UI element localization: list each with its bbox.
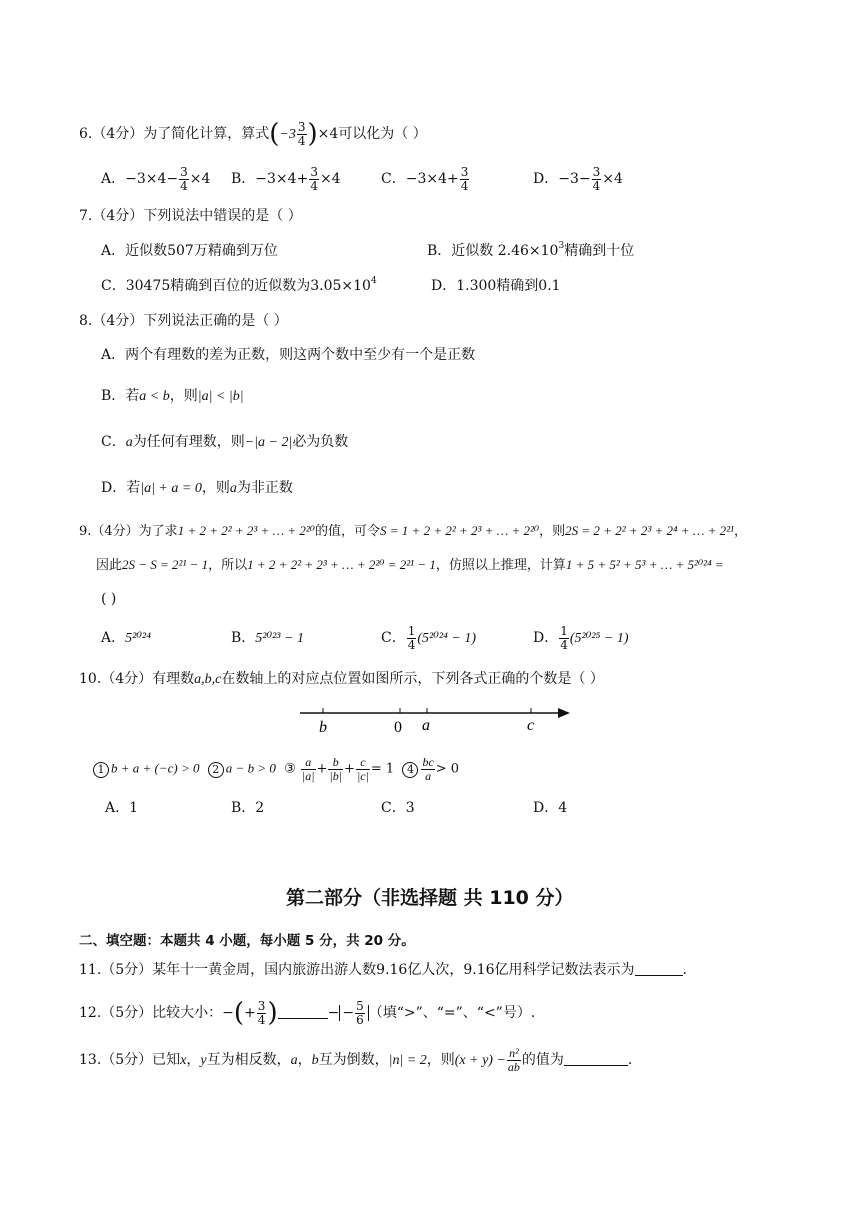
q6-option-c[interactable]: C．−3×4+ $\frac{3}{4}$: [381, 165, 469, 193]
question-10-stem: 10.（4分）有理数a,b,c在数轴上的对应点位置如图所示，下列各式正确的个数是（ ）: [79, 671, 604, 687]
part-2-heading: 第二部分（非选择题 共 110 分）: [286, 887, 574, 909]
label-b: b: [319, 719, 327, 736]
question-7-stem: 7.（4分）下列说法中错误的是（ ）: [79, 208, 302, 224]
q8-option-b[interactable]: B．若a < b，则|a| < |b|: [101, 388, 244, 404]
q6-stem-text: 6.（4分）为了简化计算，算式: [79, 126, 270, 143]
circled-4: 4: [402, 762, 418, 778]
frac-a-abs: $\frac{a}{|a|}$: [301, 755, 315, 783]
question-9-line-2: 因此2S − S = 2²¹ − 1，所以1 + 2 + 2² + 2³ + … + 2²⁰ = 2²¹ − 1，仿照以上推理，计算1 + 5 + 5² + 5³ + … + 5²⁰²⁴ =: [96, 557, 724, 573]
q6-neg: −3: [279, 127, 296, 143]
statement-2: a − b > 0: [225, 760, 276, 776]
q6-tail: ×4: [317, 126, 339, 143]
q7-option-c[interactable]: C．30475精确到百位的近似数为$3.05\times 10^4$: [101, 276, 377, 294]
q9-option-a[interactable]: A．5²⁰²⁴: [101, 630, 151, 646]
q7-option-a[interactable]: A．近似数507万精确到万位: [101, 243, 278, 259]
circled-2: 2: [208, 762, 224, 778]
left-paren: (: [269, 119, 280, 150]
question-11: 11.（5分）某年十一黄金周，国内旅游出游人数9.16亿人次，9.16亿用科学记数法表示为 .: [79, 962, 687, 978]
circled-3: ③: [284, 761, 296, 777]
statement-1: b + a + (−c) > 0: [111, 760, 200, 776]
q8-option-c[interactable]: C．a为任何有理数，则−|a − 2|必为负数: [101, 434, 349, 450]
question-9-answer-paren: ( ): [101, 591, 117, 607]
question-8-stem: 8.（4分）下列说法正确的是（ ）: [79, 313, 288, 329]
q10-statements: 1 b + a + (−c) > 0 2 a − b > 0 ③ $\frac{a}{|a|}$ + $\frac{b}{|b|}$ + $\frac{c}{|c|}$ = 1 4 $\frac{bc}{a}$ > 0: [93, 756, 459, 782]
q8-option-a[interactable]: A．两个有理数的差为正数，则这两个数中至少有一个是正数: [101, 347, 476, 363]
q6-frac: $\frac{3}{4}$: [297, 120, 306, 148]
statement-4-tail: > 0: [435, 761, 460, 777]
answer-blank-13[interactable]: [564, 1053, 628, 1066]
q10-option-b[interactable]: B．2: [231, 800, 265, 816]
label-0: 0: [394, 719, 402, 736]
question-6-stem: [79, 119, 427, 150]
answer-blank-12[interactable]: [278, 1006, 328, 1019]
right-paren: ): [307, 119, 318, 150]
q10-option-d[interactable]: D．4: [533, 800, 568, 816]
q9-option-c[interactable]: C． $\frac{1}{4}$ (5²⁰²⁴ − 1): [381, 624, 477, 652]
question-12: 12.（5分）比较大小：−(+ $\frac{3}{4}$ ) − − $\frac{5}{6}$ （填“>”、“=”、“<”号）.: [79, 998, 536, 1029]
q9-option-d[interactable]: D． $\frac{1}{4}$ (5²⁰²⁵ − 1): [533, 624, 629, 652]
frac-c-abs: $\frac{c}{|c|}$: [356, 755, 369, 783]
q6-option-a[interactable]: A．−3×4− $\frac{3}{4}$ ×4: [101, 165, 211, 193]
q10-option-c[interactable]: C．3: [381, 800, 415, 816]
q6-stem-text-b: 可以化为（ ）: [338, 126, 427, 143]
section-fill-in-heading: 二、填空题：本题共 4 小题，每小题 5 分，共 20 分。: [79, 933, 415, 949]
frac-bc-a: $\frac{bc}{a}$: [422, 755, 434, 783]
circled-1: 1: [93, 762, 109, 778]
q6-option-d[interactable]: D．−3− $\frac{3}{4}$ ×4: [533, 165, 623, 193]
frac-b-abs: $\frac{b}{|b|}$: [329, 755, 343, 783]
q7-option-b[interactable]: B．近似数 $2.46\times 10^3$精确到十位: [427, 241, 635, 259]
label-a: a: [422, 717, 430, 734]
arrow-icon: [558, 708, 570, 718]
question-9-line-1: 9.（4分）为了求1 + 2 + 2² + 2³ + … + 2²⁰的值，可令S = 1 + 2 + 2² + 2³ + … + 2²⁰，则2S = 2 + 2² + 2³ + 2⁴ + … + 2²¹，: [79, 523, 747, 539]
q7-option-d[interactable]: D．1.300精确到0.1: [431, 278, 561, 294]
label-c: c: [527, 717, 535, 734]
statement-3-tail: = 1: [370, 761, 395, 777]
answer-blank-11[interactable]: [635, 963, 683, 976]
q8-option-d[interactable]: D．若|a| + a = 0，则a为非正数: [101, 480, 293, 496]
q9-option-b[interactable]: B．5²⁰²³ − 1: [231, 630, 304, 646]
q6-option-b[interactable]: B．−3×4+ $\frac{3}{4}$ ×4: [231, 165, 341, 193]
question-13: 13.（5分）已知x，y互为相反数，a，b互为倒数，|n| = 2，则(x + y) − $\frac{\text{n²}}{ab}$ 的值为 .: [79, 1046, 633, 1074]
q10-option-a[interactable]: A．1: [105, 800, 139, 816]
number-line: [290, 700, 580, 740]
